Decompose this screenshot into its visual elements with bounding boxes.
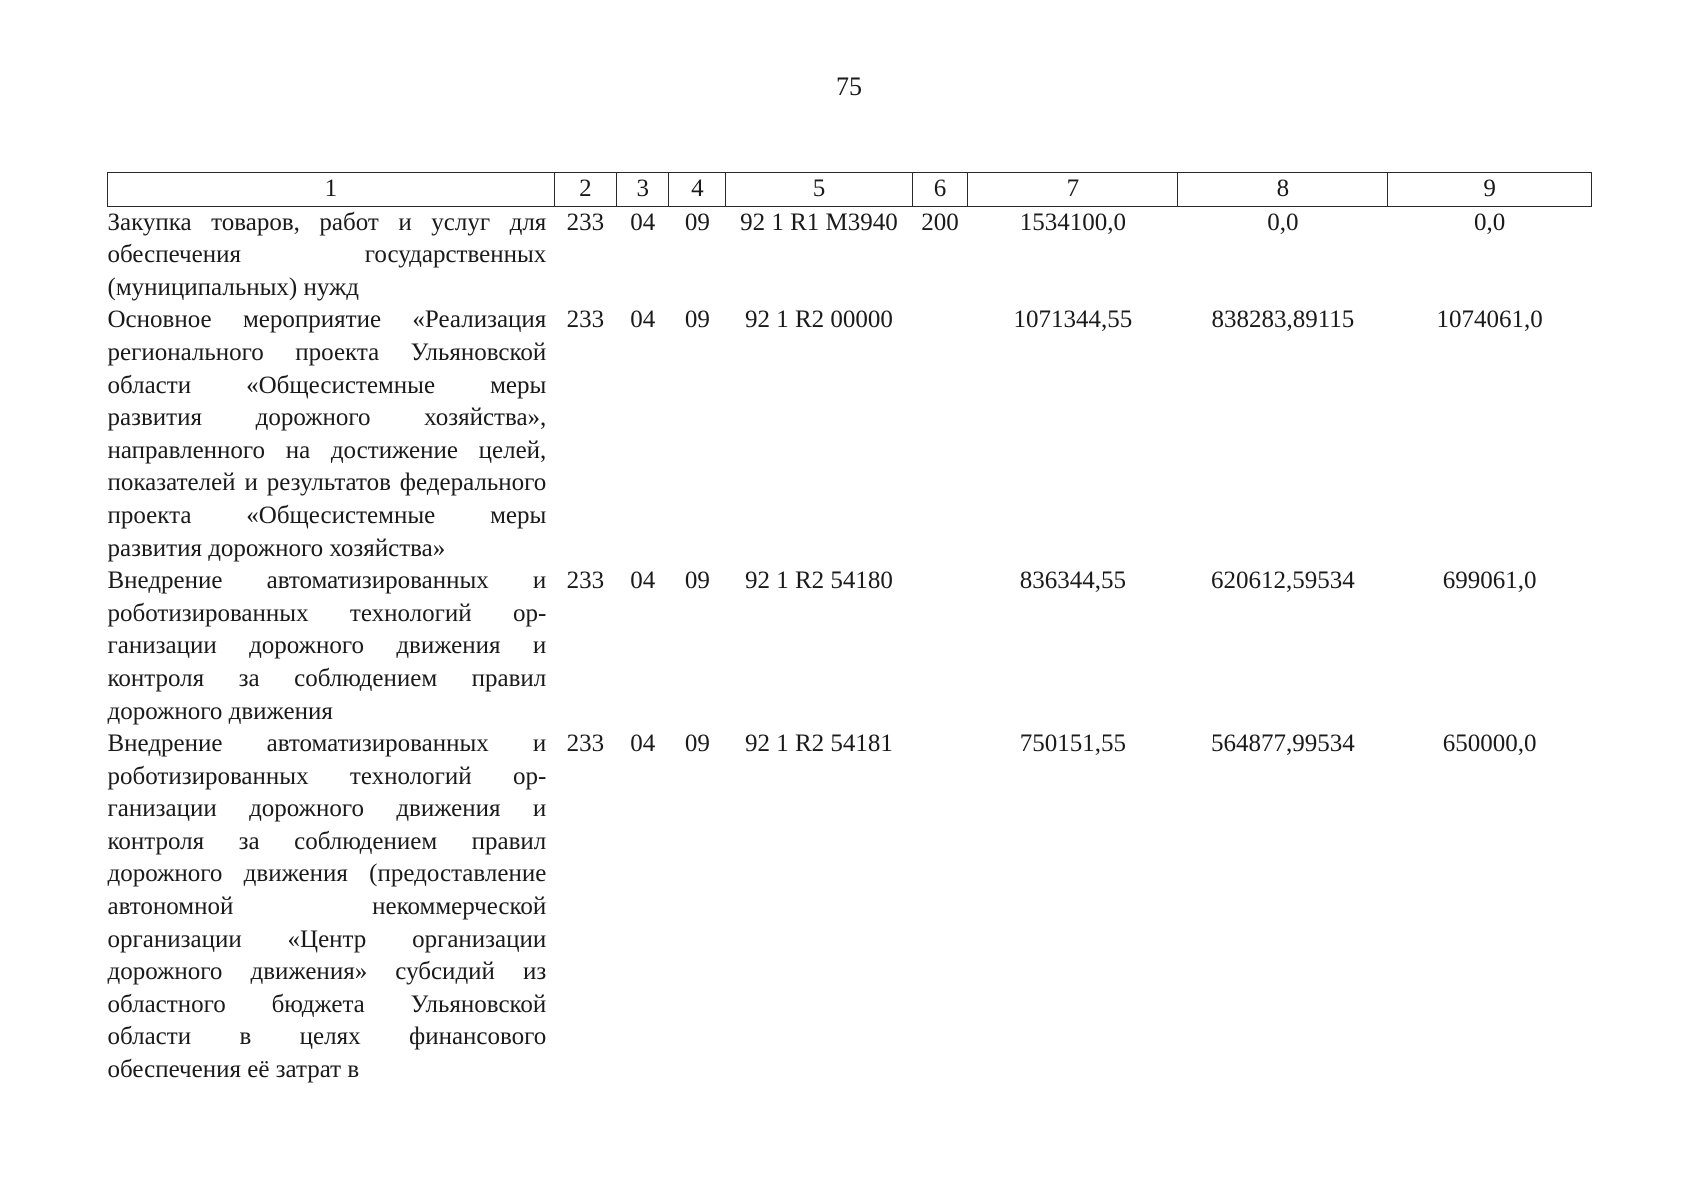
cell-ministry-code: 233 (566, 306, 605, 334)
cell-subsection: 09 (684, 306, 710, 334)
row-name: Закупка товаров, работ и услуг для обеспечения государственных (муниципальных) нужд (107, 208, 547, 301)
cell-section: 04 (630, 567, 656, 595)
cell-amount-9: 0,0 (1474, 208, 1506, 236)
cell-amount-7: 750151,55 (1019, 730, 1126, 758)
header-cell: 2 (554, 173, 616, 207)
table-row (108, 304, 1592, 565)
cell-expense-type (912, 728, 968, 1087)
header-cell: 1 (108, 173, 555, 207)
cell-amount-9: 699061,0 (1442, 567, 1537, 595)
cell-amount-7: 1071344,55 (1013, 306, 1133, 334)
cell-section: 04 (630, 208, 656, 236)
cell-amount-8: 564877,99534 (1210, 730, 1355, 758)
cell-expense-type: 200 (921, 208, 959, 236)
header-cell: 7 (968, 173, 1178, 207)
cell-amount-7: 836344,55 (1019, 567, 1126, 595)
header-cell: 9 (1388, 173, 1592, 207)
cell-amount-8: 0,0 (1267, 208, 1299, 236)
row-name: Внедрение автоматизированных и роботизированных технологий организации дорожного движения и контроля за соблюдением правил дорожного движения (предоставление автономной некоммерческой организации «Центр организации дорожного движения» субсидий из областного бюджета Ульяновской области в целях финансового обеспечения её затрат в (107, 730, 547, 1084)
cell-target-article: 92 1 R2 54181 (744, 730, 893, 758)
cell-amount-8: 620612,59534 (1210, 567, 1355, 595)
budget-table (107, 172, 1592, 1087)
cell-section: 04 (630, 306, 656, 334)
header-row (108, 173, 1592, 207)
cell-subsection: 09 (684, 567, 710, 595)
header-cell: 3 (616, 173, 669, 207)
cell-amount-9: 1074061,0 (1436, 306, 1543, 334)
cell-target-article: 92 1 R2 00000 (744, 306, 893, 334)
header-cell: 8 (1178, 173, 1388, 207)
row-name: Основное мероприятие «Реализация регионального проекта Ульяновской области «Общесистемные меры развития дорожного хозяйства», направленного на достижение целей, показателей и результатов федерального проекта «Общесистемные меры развития дорожного хозяйства» (107, 306, 547, 562)
cell-section: 04 (630, 730, 656, 758)
cell-ministry-code: 233 (566, 730, 605, 758)
cell-expense-type (912, 304, 968, 565)
header-cell: 6 (912, 173, 968, 207)
cell-ministry-code: 233 (566, 567, 605, 595)
table-row (108, 728, 1592, 1087)
cell-target-article: 92 1 R2 54180 (744, 567, 893, 595)
page-number: 75 (836, 72, 862, 101)
cell-amount-9: 650000,0 (1442, 730, 1537, 758)
cell-subsection: 09 (684, 730, 710, 758)
cell-ministry-code: 233 (566, 208, 605, 236)
cell-amount-8: 838283,89115 (1211, 306, 1355, 334)
cell-target-article: 92 1 R1 М3940 (740, 208, 898, 236)
table-row (108, 565, 1592, 728)
table-row (108, 206, 1592, 304)
cell-amount-7: 1534100,0 (1019, 208, 1126, 236)
header-cell: 5 (726, 173, 912, 207)
header-cell: 4 (669, 173, 726, 207)
cell-subsection: 09 (684, 208, 710, 236)
row-name: Внедрение автоматизированных и роботизированных технологий организации дорожного движения и контроля за соблюдением правил дорожного движения (107, 567, 547, 725)
cell-expense-type (912, 565, 968, 728)
